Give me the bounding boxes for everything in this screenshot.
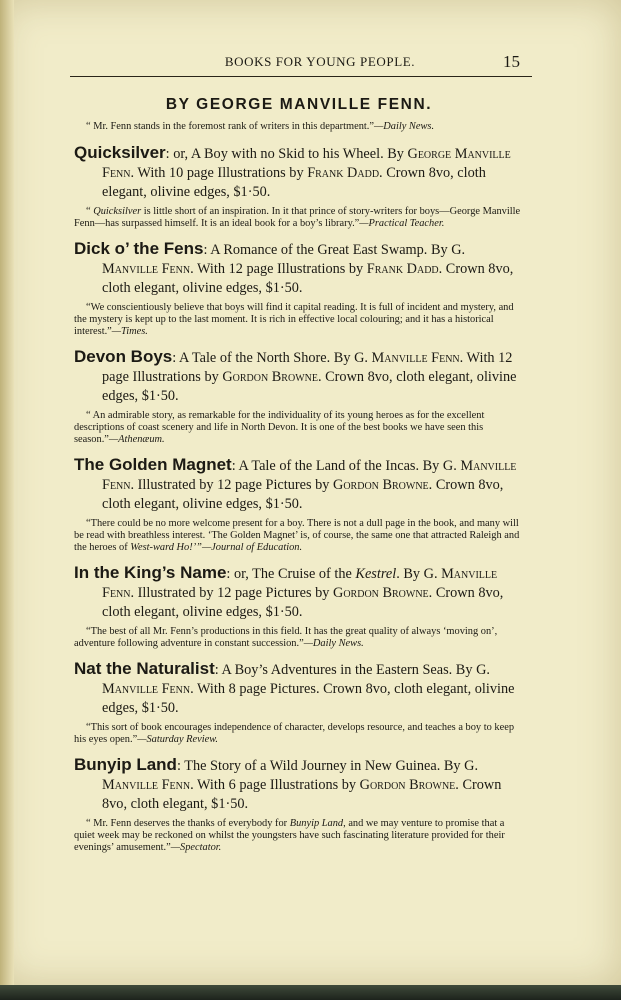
book-title-line: [74, 755, 524, 814]
book-title: Quicksilver: [74, 143, 166, 162]
review-source: —Athenæum.: [108, 434, 165, 445]
book-author: G. Manville Fenn: [102, 662, 490, 697]
book-illustration-info: . Illustrated by 12 page Pictures by: [130, 477, 334, 493]
book-entry: [74, 239, 524, 338]
running-title: BOOKS FOR YOUNG PEOPLE.: [224, 54, 416, 69]
title-separator: :: [203, 242, 211, 258]
section-quote: [74, 121, 524, 133]
book-entry: [74, 755, 524, 854]
book-review: [74, 206, 524, 230]
book-title-line: [74, 239, 524, 298]
review-source: —Practical Teacher.: [359, 218, 445, 229]
review-source: West-ward Ho!’”—Journal of Education.: [130, 542, 303, 553]
review-italic: Bunyip Land: [289, 818, 344, 829]
title-separator: :: [165, 146, 174, 162]
book-subtitle-italic: Kestrel: [355, 566, 397, 582]
review-text: “We conscientiously believe that boys will find it capital reading. It is full of incident and mystery, and the mystery is kept up to the last moment. It is rich in effective local colouring; and it has a historical interest.”: [74, 302, 514, 337]
book-illustrator: Gordon Browne: [333, 585, 429, 601]
book-title-line: [74, 455, 524, 514]
review-source: —Spectator.: [170, 842, 222, 853]
book-title: Dick o’ the Fens: [74, 239, 204, 258]
book-subtitle: A Tale of the Land of the Incas. By: [238, 458, 443, 474]
book-entry: [74, 659, 524, 746]
book-subtitle: A Tale of the North Shore. By: [179, 350, 355, 366]
page-content: [74, 96, 524, 854]
book-author: G. Manville Fenn: [102, 242, 466, 277]
book-entry: [74, 563, 524, 650]
review-text: “There could be no more welcome present for a boy. There is not a dull page in the book, and many will be read with breathless interest. ‘The Golden Magnet’ is, of course, the same one that attracted Raleigh and the heroes of: [74, 518, 520, 553]
book-details: . Crown 8vo, cloth elegant, $1·50.: [102, 777, 502, 812]
book-illustrator: Frank Dadd: [307, 165, 380, 181]
title-separator: :: [176, 758, 185, 774]
title-separator: :: [231, 458, 239, 474]
book-review: [74, 626, 524, 650]
book-title-line: [74, 143, 524, 202]
review-text: “This sort of book encourages independence of character, develops resource, and teaches a boy to keep his eyes open.”: [74, 722, 515, 745]
section-quote-text: “ Mr. Fenn stands in the foremost rank of writers in this department.”: [86, 121, 374, 132]
book-subtitle: or, The Cruise of the: [233, 566, 356, 582]
book-entry: [74, 347, 524, 446]
page-number: 15: [503, 52, 520, 71]
title-separator: :: [226, 566, 234, 582]
running-head: [0, 52, 621, 72]
book-details: . With 8 page Pictures. Crown 8vo, cloth elegant, olivine edges, $1·50.: [102, 681, 515, 716]
book-title: The Golden Magnet: [74, 455, 232, 474]
book-illustrator: Gordon Browne: [359, 777, 456, 793]
book-title-line: [74, 563, 524, 622]
book-illustration-info: . With 12 page Illustrations by: [190, 261, 367, 277]
book-author: George Manville Fenn: [102, 146, 511, 181]
review-open: “ Mr. Fenn deserves the thanks of everybody for: [86, 818, 290, 829]
book-details: . Crown 8vo, cloth elegant, olivine edges, $1·50.: [102, 261, 514, 296]
book-author: G. Manville Fenn: [354, 350, 460, 366]
book-subtitle: or, A Boy with no Skid to his Wheel. By: [173, 146, 408, 162]
page-gutter: [0, 0, 14, 985]
section-heading: BY GEORGE MANVILLE FENN.: [165, 96, 433, 113]
book-illustration-info: . With 12 page Illustrations by: [102, 350, 513, 385]
book-details: . Crown 8vo, cloth elegant, olivine edges, $1·50.: [102, 477, 504, 512]
book-details: . Crown 8vo, cloth elegant, olivine edges, $1·50.: [102, 369, 517, 404]
book-entry: [74, 143, 524, 230]
book-title: Nat the Naturalist: [74, 659, 215, 678]
book-title-line: [74, 347, 524, 406]
book-illustrator: Frank Dadd: [366, 261, 439, 277]
book-title: Bunyip Land: [74, 755, 177, 774]
book-subtitle-end: . By: [396, 566, 424, 582]
review-text: is little short of an inspiration. In it that prince of story-writers for boys—George Manville Fenn—has surpassed himself. It is an ideal book for a boy’s library.”: [74, 206, 521, 229]
review-open: “: [86, 206, 94, 217]
book-review: [74, 818, 524, 854]
review-source: —Daily News.: [303, 638, 364, 649]
title-separator: :: [214, 662, 222, 678]
book-review: [74, 410, 524, 446]
book-illustrator: Gordon Browne: [333, 477, 429, 493]
book-review: [74, 518, 524, 554]
header-rule: [70, 76, 532, 77]
book-author: G. Manville Fenn: [102, 758, 479, 793]
title-separator: :: [172, 350, 180, 366]
page-bottom-edge: [0, 985, 621, 1000]
book-author: G. Manville Fenn: [102, 458, 517, 493]
section-quote-source: —Daily News.: [374, 121, 435, 132]
book-illustration-info: . Illustrated by 12 page Pictures by: [130, 585, 334, 601]
book-title: In the King’s Name: [74, 563, 227, 582]
review-source: —Saturday Review.: [137, 734, 218, 745]
book-illustrator: Gordon Browne: [222, 369, 318, 385]
book-subtitle: A Boy’s Adventures in the Eastern Seas. By: [221, 662, 477, 678]
book-author: G. Manville Fenn: [102, 566, 498, 601]
review-text: “The best of all Mr. Fenn’s productions in this field. It has the great quality of always ‘moving on’, adventure following adventure in constant succession.”: [74, 626, 498, 649]
book-review: [74, 722, 524, 746]
review-italic: Quicksilver: [93, 206, 142, 217]
book-details: . Crown 8vo, cloth elegant, olivine edges, $1·50.: [102, 585, 504, 620]
review-text: “ An admirable story, as remarkable for the individuality of its young heroes as for the excellent descriptions of coast scenery and life in North Devon. It is one of the best books we have seen this season.”: [74, 410, 485, 445]
review-text: , and we may venture to promise that a quiet week may be reckoned on whilst the youngsters have such fascinating literature provided for their evenings’ amusement.”: [74, 818, 505, 853]
book-illustration-info: . With 6 page Illustrations by: [190, 777, 360, 793]
book-entry: [74, 455, 524, 554]
book-review: [74, 302, 524, 338]
book-details: . Crown 8vo, cloth elegant, olivine edges, $1·50.: [102, 165, 486, 200]
book-title: Devon Boys: [74, 347, 173, 366]
book-title-line: [74, 659, 524, 718]
review-source: —Times.: [111, 326, 148, 337]
book-subtitle: A Romance of the Great East Swamp. By: [210, 242, 452, 258]
book-subtitle: The Story of a Wild Journey in New Guinea. By: [184, 758, 465, 774]
book-illustration-info: . With 10 page Illustrations by: [130, 165, 308, 181]
